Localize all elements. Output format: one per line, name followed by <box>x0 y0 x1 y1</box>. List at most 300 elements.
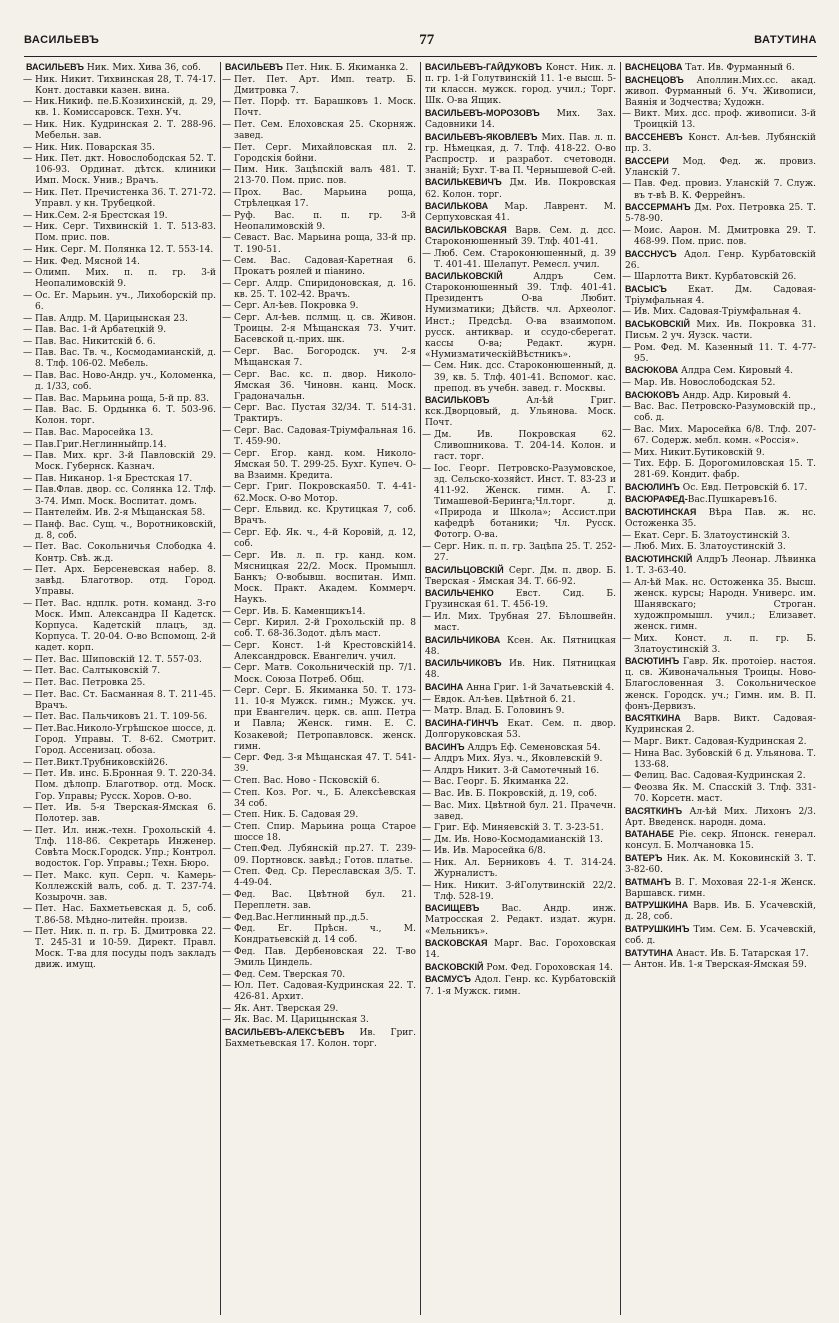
entry-text: Прох. Вас. Марьина роща, Стрѣлецкая 17. <box>234 188 416 210</box>
entry-text: Конст. Ал-ѣев. Лубянскій пр. 3. <box>625 133 816 155</box>
entry-text: Іос. Георг. Петровско-Разумовское, зд. Сельско-хозяйст. Инст. Т. 83-23 и 411-92. Женск. гимн. А. Г. Тимашевой-Беринга;Чл.торг. д. «Природа и Школа»; Ассист.при кафедрѣ ботаники; Чл. Русск. Фотогр. О-ва. <box>434 463 616 541</box>
directory-entry-continuation <box>26 803 216 825</box>
directory-entry-surname <box>625 713 816 736</box>
directory-entry-continuation <box>225 844 416 866</box>
directory-entry-continuation <box>425 858 616 880</box>
directory-entry-surname <box>425 718 616 741</box>
directory-entry-surname <box>625 156 816 179</box>
surname: ВАСИЛЬЕВЪ <box>26 62 84 72</box>
directory-entry-surname <box>625 494 816 506</box>
directory-entry-continuation <box>225 97 416 119</box>
entry-text: Пет. Ник. п. п. гр. Б. Дмитровка 22. Т. 245-31 и 10-59. Директ. Правл. Моск. Т-ва для посуды подъ закладъ движ. имущ. <box>35 927 216 971</box>
entry-text: Шарлотта Викт. Курбатовскій 26. <box>634 272 797 283</box>
directory-entry-continuation <box>26 257 216 268</box>
entry-text: Пав.Флав. двор. сс. Солянка 12. Тлф. 3-74. Имп. Моск. Воспитат. домъ. <box>35 485 216 507</box>
directory-entry-continuation <box>26 508 216 519</box>
entry-text: Люб. Мих. Б. Златоустинскій 3. <box>634 542 786 553</box>
directory-entry-surname <box>425 271 616 361</box>
directory-entry-continuation <box>225 822 416 844</box>
directory-entry-continuation <box>225 947 416 969</box>
directory-entry-continuation <box>26 712 216 723</box>
directory-entry-continuation <box>625 542 816 553</box>
entry-text: Пет. Вас. Шиповскій 12. Т. 557-03. <box>35 654 202 665</box>
column-2 <box>221 62 420 1315</box>
directory-entry-continuation <box>26 826 216 870</box>
directory-entry-surname <box>26 62 216 74</box>
entry-text: Марг. Викт. Садовая-Кудринская 2. <box>634 736 807 747</box>
entry-text: Алдра Сем. Кировый 4. <box>678 366 794 377</box>
entry-text: Серг. Ив. Б. Каменщикъ14. <box>234 606 366 617</box>
entry-text: Пет. Нас. Бахметьевская д. 5, соб. Т.86-58. Мѣдно-литейн. произв. <box>35 904 216 926</box>
entry-text: Нина Вас. Зубовскій 6 д. Ульянова. Т. 133-68. <box>634 748 816 770</box>
entry-text: Пав. Алдр. М. Царицынская 23. <box>35 313 188 324</box>
entry-text: Пет. Вас. Петровка 25. <box>35 678 146 689</box>
directory-entry-continuation <box>625 783 816 805</box>
directory-entry-continuation <box>26 520 216 542</box>
entry-text: Фед. Ег. Прѣсн. ч., М. Кондратьевскій д. 14 соб. <box>234 924 416 946</box>
entry-text: Пав. Вас. 1-й Арбатецкій 9. <box>35 325 167 336</box>
entry-text: Мих. Зах. Садовники 14. <box>425 108 616 130</box>
directory-entry-continuation <box>26 405 216 427</box>
entry-text: Пет. Вас. Ст. Басманная 8. Т. 211-45. Врачъ. <box>35 689 216 711</box>
directory-entry-surname <box>625 390 816 402</box>
surname: ВАСИЛЬКОВСКІЙ <box>425 271 503 282</box>
directory-entry-continuation <box>225 75 416 97</box>
directory-entry-continuation <box>26 337 216 348</box>
surname: ВАСИЛЬКОВЪ <box>425 395 490 406</box>
entry-text: Пет. Ив. инс. Б.Бронная 9. Т. 220-34. Пом. дѣлопр. Благотвор. отд. Моск. Гор. Управы; Русск. Хоров. О-во. <box>35 769 216 802</box>
directory-entry-continuation <box>26 348 216 370</box>
entry-text: Евдок. Ал-ѣев. Цвѣтной б. 21. <box>434 694 576 705</box>
directory-entry-continuation <box>26 97 216 119</box>
entry-text: Пет. Арх. Берсеневская набер. 8. завѣд. Благотвор. отд. Город. Управы. <box>35 565 216 598</box>
directory-entry-continuation <box>225 913 416 924</box>
surname: ВАСЯТКИНА <box>625 713 681 724</box>
entry-text: Серг. Вас. Пустая 32/34. Т. 514-31. Трактиръ. <box>234 403 416 425</box>
directory-entry-continuation <box>225 426 416 448</box>
directory-entry-continuation <box>225 482 416 504</box>
directory-entry-continuation <box>26 291 216 313</box>
directory-entry-continuation <box>26 565 216 598</box>
entry-text: В. Г. Моховая 22-1-я Женск. Варшавск. гимн. <box>625 877 816 899</box>
entry-text: Дм. Ив. Ново-Космодамианскій 13. <box>434 834 604 845</box>
entry-text: Степ. Фед. Ср. Переславская 3/5. Т. 4-49-04. <box>234 867 416 889</box>
directory-entry-continuation <box>225 165 416 187</box>
directory-entry-continuation <box>26 154 216 187</box>
entry-text: Серг. Ал-ѣев. пслмщ. ц. св. Живон. Троицы. 2-я Мѣщанская 73. Учит. Басевской ц.-прих. шк. <box>234 313 416 346</box>
directory-entry-continuation <box>225 890 416 912</box>
directory-entry-continuation <box>625 578 816 633</box>
directory-entry-continuation <box>425 706 616 717</box>
entry-text: Ал-ѣй Григ. кск.Дворцовый, д. Ульянова. Моск. Почт. <box>425 396 616 429</box>
directory-entry-continuation <box>26 325 216 336</box>
entry-text: Ром. Фед. Гороховская 14. <box>483 962 613 973</box>
surname: ВАТУТИНА <box>625 947 674 958</box>
entry-text: Пав. Фед. провиз. Уланскій 7. Служ. въ т-вѣ В. К. Феррейнъ. <box>634 179 816 201</box>
entry-text: Мар. Лаврент. М. Серпуховская 41. <box>425 202 616 224</box>
entry-text: Як. Ант. Тверская 29. <box>234 1003 339 1014</box>
directory-entry-surname <box>625 554 816 577</box>
surname: ВАСИЛЬЦОВСКІЙ <box>425 564 504 575</box>
entry-text: Пет. Вас. ндплк. ротн. команд. 3-го Моск. Имп. Александра II Кадетск. Корпуса. Кадетскій плацъ, зд. Корпуса. Т. 20-04. О-во Вспомощ. 2-й кадет. корп. <box>35 598 216 654</box>
directory-entry-surname <box>625 806 816 829</box>
surname: ВАСИЩЕВЪ <box>425 903 480 914</box>
directory-entry-surname <box>425 108 616 131</box>
directory-entry-continuation <box>225 981 416 1003</box>
surname: ВАСИНА-ГИНЧЪ <box>425 717 499 728</box>
column-3 <box>421 62 620 1315</box>
entry-text: Пав. Вас. Ново-Андр. уч., Коломенка, д. 1/33, соб. <box>35 371 216 393</box>
directory-entry-surname <box>625 284 816 307</box>
directory-entry-surname <box>425 682 616 694</box>
entry-text: Ив. Мих. Садовая-Тріумфальная 4. <box>634 307 802 318</box>
directory-entry-continuation <box>225 924 416 946</box>
entry-text: Пет. Серг. Михайловская пл. 2. Городскія бойни. <box>234 142 416 164</box>
directory-entry-continuation <box>625 531 816 542</box>
directory-entry-continuation <box>425 835 616 846</box>
directory-entry-continuation <box>26 394 216 405</box>
directory-entry-continuation <box>26 542 216 564</box>
entry-text: Алдръ Мих. Яуз. ч., Яковлевскій 9. <box>434 754 603 765</box>
directory-entry-continuation <box>225 120 416 142</box>
entry-text: Пав. Вас. Маросейка 13. <box>35 428 154 438</box>
entry-text: Серг. Еф. Як. ч., 4-й Коровій, д. 12, соб. <box>234 527 416 549</box>
surname: ВАСКОВСКАЯ <box>425 938 488 949</box>
directory-entry-continuation <box>225 449 416 482</box>
directory-entry-continuation <box>625 737 816 748</box>
surname: ВАСИЛЬКОВСКАЯ <box>425 224 507 235</box>
entry-text: Фед. Вас. Цвѣтной бул. 21. Переплетн. зав. <box>234 889 416 911</box>
entry-text: Григ. Еф. Миняевскій 3. Т. 3-23-51. <box>434 823 604 834</box>
directory-entry-surname <box>625 75 816 109</box>
directory-entry-continuation <box>26 371 216 393</box>
entry-text: Ром. Фед. М. Казенный 11. Т. 4-77-95. <box>634 342 816 364</box>
entry-text: Пав. Никанор. 1-я Брестская 17. <box>35 473 193 484</box>
directory-entry-continuation <box>425 789 616 800</box>
directory-entry-continuation <box>26 314 216 325</box>
entry-text: Мих. Никит.Бутиковскій 9. <box>634 447 765 458</box>
directory-entry-continuation <box>225 970 416 981</box>
entry-text: Серг. Фед. 3-я Мѣщанская 47. Т. 541-39. <box>234 753 416 775</box>
entry-text: Викт. Мих. дсс. проф. живописи. 3-й Троицкій 13. <box>634 109 816 131</box>
surname: ВАСИЛЬЧЕНКО <box>425 588 494 599</box>
directory-entry-continuation <box>26 758 216 769</box>
entry-text: Фед. Сем. Тверская 70. <box>234 969 346 980</box>
directory-entry-surname <box>425 938 616 961</box>
surname: ВАСЯТКИНЪ <box>625 805 683 816</box>
entry-text: Варв. Ив. Б. Усачевскій, д. 28, соб. <box>625 901 816 923</box>
entry-text: Екат. Серг. Б. Златоустинскій 3. <box>634 530 791 541</box>
entry-text: Ник. Пет. дкт. Новослободская 52. Т. 106-93. Ординат. дѣтск. клиники Имп. Моск. Унив.; Врачъ. <box>35 154 216 187</box>
directory-entry-continuation <box>26 485 216 507</box>
directory-entry-continuation <box>625 343 816 365</box>
directory-entry-continuation <box>425 612 616 634</box>
running-header <box>24 28 817 52</box>
entry-text: Тат. Ив. Фурманный 6. <box>682 63 795 73</box>
entry-text: Вас.Пушкаревъ16. <box>687 495 778 506</box>
surname: ВАСЮТИНСКАЯ <box>625 507 697 518</box>
directory-entry-continuation <box>26 769 216 802</box>
entry-text: Мих. Конст. л. п. гр. Б. Златоустинскій 3. <box>634 633 816 655</box>
entry-text: Моис. Аарон. М. Дмитровка 29. Т. 468-99. Пом. прис. пов. <box>634 225 816 247</box>
directory-entry-continuation <box>26 678 216 689</box>
directory-entry-continuation <box>225 403 416 425</box>
directory-entry-continuation <box>225 810 416 821</box>
directory-entry-surname <box>425 635 616 658</box>
directory-entry-surname <box>625 62 816 74</box>
surname: ВАСИНЪ <box>425 741 465 752</box>
entry-text: Алдръ Еф. Семеновская 54. <box>464 742 601 753</box>
entry-text: Варв. Викт. Садовая-Кудринская 2. <box>625 714 816 736</box>
directory-entry-continuation <box>425 766 616 777</box>
entry-text: Ос. Ег. Марьин. уч., Лихоборскій пр. 6. <box>35 290 216 312</box>
entry-text: Алдръ Сем. Староконюшенный 39. Тлф. 401-41. Президентъ О-ва Любит. Нумизматики; Дѣйств. чл. Археолог. Инст.; Предсѣд. О-ва взаимопом. русск. антиквар. и ссудо-сберегат. кассы О-ва; Редакт. журн. «НумизматическійВѣстникъ». <box>425 272 616 360</box>
entry-text: Ник. Серг. М. Полянка 12. Т. 553-14. <box>35 245 214 255</box>
entry-text: Серг. Ив. л. п. гр. канд. ком. Мясницкая 22/2. Моск. Промышл. Банкъ; О-вобывш. воспитан. Имп. Моск. Практ. Академ. Коммерч. Наукъ. <box>234 550 416 605</box>
entry-text: Аполлин.Мих.сс. акад. живоп. Фурманный 6. Уч. Живописи, Ваянія и Зодчества; Художн. <box>625 75 816 108</box>
entry-text: Серг. Дм. п. двор. Б. Тверская - Ямская 34. Т. 66-92. <box>425 565 616 587</box>
directory-entry-continuation <box>425 846 616 857</box>
entry-text: Евст. Сид. Б. Грузинская 61. Т. 456-19. <box>425 589 616 611</box>
directory-entry-continuation <box>26 904 216 926</box>
entry-text: Серг. Матв. Сокольническій пр. 7/1. Моск. Союза Потреб. Общ. <box>234 663 416 685</box>
directory-entry-continuation <box>26 143 216 154</box>
directory-entry-continuation <box>425 542 616 564</box>
directory-entry-continuation <box>225 301 416 312</box>
surname: ВАСИЛЬЕВЪ-АЛЕКСѢЕВЪ <box>225 1026 345 1037</box>
entry-text: Юл. Пет. Садовая-Кудринская 22. Т. 426-81. Архит. <box>234 981 416 1003</box>
entry-text: Мих. Ив. Покровка 31. Письм. 2 уч. Яузск. части. <box>625 320 816 342</box>
directory-entry-surname <box>425 225 616 248</box>
directory-entry-continuation <box>26 474 216 485</box>
entry-text: Екат. Сем. п. двор. Долгоруковская 53. <box>425 718 616 740</box>
entry-text: Пет.Викт.Трубниковскій26. <box>35 757 168 768</box>
entry-text: Степ. Коз. Рог. ч., Б. Алексѣевская 34 соб. <box>234 787 416 809</box>
surname: ВАСИЛЬЕВЪ-МОРОЗОВЪ <box>425 107 540 118</box>
directory-entry-continuation <box>225 618 416 640</box>
entry-text: Серг. Вас. Богородск. уч. 2-я Мѣщанская 7. <box>234 346 416 368</box>
directory-entry-surname <box>425 62 616 107</box>
directory-entry-continuation <box>425 430 616 463</box>
entry-text: Фед.Вас.Неглинный пр.,д.5. <box>234 912 369 923</box>
entry-text: Анна Григ. 1-й Зачатьевскій 4. <box>463 683 615 694</box>
entry-text: Андр. Адр. Кировый 4. <box>679 390 791 401</box>
surname: ВАСИНА <box>425 682 464 693</box>
entry-text: Мих. Пав. л. п. гр. Нѣмецкая, д. 7. Тлф. 418-22. О-во Распростр. и разработ. счетоводн. знаній; Бухг. Т-ва П. Чернышевой С-ей. <box>425 132 616 176</box>
directory-entry-continuation <box>425 695 616 706</box>
directory-entry-continuation <box>625 634 816 656</box>
entry-text: Ос. Евд. Петровскій б. 17. <box>679 482 808 493</box>
entry-text: Ник. Пет. Пречистенка 36. Т. 271-72. Управл. у кн. Трубецкой. <box>35 188 216 210</box>
directory-entry-surname <box>625 132 816 155</box>
entry-text: Степ. Вас. Ново - Псковскій 6. <box>234 775 380 786</box>
entry-text: Серг. Вас. кс. п. двор. Николо-Ямская 36. Чиновн. канц. Моск. Градоначальн. <box>234 369 416 402</box>
surname: ВАСЮЛИНЪ <box>625 481 680 492</box>
directory-entry-continuation <box>26 440 216 451</box>
directory-entry-continuation <box>625 749 816 771</box>
entry-text: Ник. Ник. Поварская 35. <box>35 142 155 153</box>
entry-text: Конст. Ник. л. п. гр. 1-й Голутвинскій 11. 1-е высш. 5-ти классн. мужск. город. учил.; Торг. Шк. О-ва Ящик. <box>425 63 616 107</box>
directory-entry-continuation <box>26 268 216 290</box>
directory-entry-continuation <box>625 459 816 481</box>
entry-text: Сем. Вас. Садовая-Каретная 6. Прокатъ роялей и піанино. <box>234 256 416 278</box>
entry-text: Степ. Спир. Марьина роща Старое шоссе 18. <box>234 821 416 843</box>
directory-entry-continuation <box>425 361 616 394</box>
directory-entry-continuation <box>625 179 816 201</box>
entry-text: Фелиц. Вас. Садовая-Кудринская 2. <box>634 771 806 782</box>
directory-entry-continuation <box>625 960 816 971</box>
surname: ВАТЕРЪ <box>625 852 663 863</box>
directory-entry-continuation <box>225 256 416 278</box>
entry-text: Адол. Генр. Курбатовскій 26. <box>625 249 816 271</box>
entry-text: Пет. Вас. Сокольничья Слободка 4. Контр. Свѣ. ж.д. <box>35 542 216 564</box>
directory-entry-surname <box>625 948 816 960</box>
directory-entry-continuation <box>225 313 416 346</box>
directory-entry-continuation <box>26 655 216 666</box>
entry-text: Пет. Ил. инж.-техн. Грохольскій 4. Тлф. 118-86. Секретарь Инженер. Совѣта Моск.Городск. Упр.; Контрол. водосток. Гор. Управы.; Техн. Бюро. <box>35 825 216 870</box>
directory-entry-continuation <box>26 245 216 256</box>
directory-entry-continuation <box>26 222 216 244</box>
surname: ВАСЫСЪ <box>625 283 667 294</box>
entry-text: Серг. Ельвид. кс. Крутицкая 7, соб. Врачъ. <box>234 505 416 527</box>
directory-entry-surname <box>425 201 616 224</box>
directory-entry-continuation <box>625 425 816 447</box>
surname: ВАСМУСЪ <box>425 974 472 985</box>
entry-text: Ник. Мих. Хива 36, соб. <box>83 63 201 73</box>
directory-entry-surname <box>625 853 816 876</box>
surname: ВАТАНАБЕ <box>625 829 675 840</box>
entry-text: Вас. Георг. Б. Якиманка 22. <box>434 777 569 788</box>
entry-text: Серг. Ал-ѣев. Покровка 9. <box>234 301 359 312</box>
entry-text: Севаст. Вас. Марьина роща, 33-й пр. Т. 190-51. <box>234 233 416 255</box>
directory-entry-surname <box>625 900 816 923</box>
surname: ВАСИЛЬКЕВИЧЪ <box>425 177 502 188</box>
entry-text: Як. Вас. М. Царицынская 3. <box>234 1015 369 1026</box>
entry-text: Фед. Пав. Дербеновская 22. Т-во Эмиль Циндель. <box>234 946 416 968</box>
directory-entry-continuation <box>26 690 216 712</box>
entry-text: АлдрЪ Леонар. Лѣвинка 1. Т. 3-63-40. <box>625 554 816 577</box>
entry-text: Вас. Мих. Маросейка 6/8. Тлф. 207-67. Содерж. мебл. комн. «Россія». <box>634 424 816 446</box>
entry-text: Адол. Генр. кс. Курбатовскій 7. 1-я Мужск. гимн. <box>425 975 616 997</box>
directory-entry-surname <box>625 365 816 377</box>
entry-text: Пет. Вас. Салтыковскій 7. <box>35 666 161 677</box>
directory-entry-surname <box>425 962 616 974</box>
directory-entry-continuation <box>425 801 616 823</box>
directory-entry-surname <box>425 565 616 588</box>
directory-entry-continuation <box>26 724 216 757</box>
page-number: 77 <box>419 31 435 48</box>
entry-text: Тих. Ефр. Б. Дорогомиловская 15. Т. 281-69. Кондит. фабр. <box>634 459 816 481</box>
entry-text: Вас. Вас. Петровско-Разумовскій пр., соб. д. <box>634 402 816 424</box>
entry-text: Ал-ѣй Мак. нс. Остоженка 35. Высш. женск. курсы; Народн. Универс. им. Шанявскаго; Строган. художпромышл. учил.; Елизавет. женск. гимн. <box>634 577 816 632</box>
entry-text: Пет.Вас.Николо-Угрѣшское шоссе, д. Город. Управы. Т. 8-62. Смотрит. Город. Ассенизац. обоза. <box>35 723 216 757</box>
entry-text: Ник. Никит. 3-йГолутвинскій 22/2. Тлф. 528-19. <box>434 880 616 902</box>
directory-entry-continuation <box>425 754 616 765</box>
surname: ВАССЕНЕВЪ <box>625 132 683 143</box>
entry-text: Ник.Сем. 2-я Брестская 19. <box>35 210 168 221</box>
entry-text: Дм. Ив. Покровская 62. Колон. торг. <box>425 178 616 200</box>
directory-entry-continuation <box>225 233 416 255</box>
entry-text: Матр. Влад. Б. Головинъ 9. <box>434 706 565 717</box>
entry-text: Вѣра Пав. ж. нс. Остоженка 35. <box>625 508 816 530</box>
entry-text: Серг. Ник. п. п. гр. Зацѣпа 25. Т. 252-27. <box>434 541 616 564</box>
directory-entry-continuation <box>26 451 216 473</box>
directory-entry-surname <box>625 202 816 225</box>
directory-entry-surname <box>625 507 816 530</box>
directory-entry-continuation <box>225 188 416 210</box>
directory-entry-continuation <box>225 211 416 233</box>
entry-text: Пав. Вас. Марьина роща, 5-й пр. 83. <box>35 393 210 404</box>
surname: ВАСИЛЬЕВЪ-ЯКОВЛЕВЪ <box>425 131 538 142</box>
text-columns <box>22 62 819 1315</box>
directory-entry-surname <box>625 482 816 494</box>
entry-text: Ил. Мих. Трубная 27. Бѣлошвейн. маст. <box>434 612 616 634</box>
directory-entry-continuation <box>225 505 416 527</box>
entry-text: Феозва Як. М. Спасскій 3. Тлф. 331-70. Корсетн. маст. <box>634 782 816 804</box>
directory-entry-continuation <box>225 753 416 775</box>
surname: ВАСЮТИНЪ <box>625 656 680 667</box>
directory-entry-continuation <box>225 641 416 663</box>
directory-entry-surname <box>425 177 616 200</box>
column-1 <box>22 62 220 1315</box>
directory-entry-continuation <box>225 551 416 606</box>
directory-entry-surname <box>425 742 616 754</box>
directory-entry-continuation <box>425 777 616 788</box>
directory-entry-surname <box>625 877 816 900</box>
directory-entry-continuation <box>225 663 416 685</box>
directory-entry-continuation <box>625 272 816 283</box>
directory-entry-continuation <box>26 188 216 210</box>
directory-entry-continuation <box>225 347 416 369</box>
entry-text: Ив. Григ. Бахметьевская 17. Колон. торг. <box>225 1027 416 1050</box>
directory-entry-continuation <box>625 226 816 248</box>
surname: ВАССЕРИ <box>625 155 669 166</box>
entry-text: Серг. Серг. Б. Якиманка 50. Т. 173-11. 10-я Мужск. гимн.; Мужск. уч. при Евангелич. церк. св. апп. Петра и Павла; Женск. гимн. Е. С. Козакевой; Петропавловск. женск. гимн. <box>234 686 416 752</box>
entry-text: Пет. Порф. тт. Барашковъ 1. Моск. Почт. <box>234 97 416 119</box>
directory-entry-continuation <box>425 249 616 271</box>
directory-entry-surname <box>225 62 416 74</box>
directory-entry-surname <box>625 249 816 272</box>
entry-text: Пав.Григ.Неглинныйпр.14. <box>35 439 167 450</box>
entry-text: Антон. Ив. 1-я Тверская-Ямская 59. <box>634 960 807 971</box>
surname: ВАСИЛЬКОВА <box>425 201 489 212</box>
entry-text: Пет. Сем. Елоховская 25. Скорняж. завед. <box>234 119 416 142</box>
entry-text: Люб. Сем. Староконюшенный, д. 39 Т. 401-41. Шелапут. Ремесл. учил. <box>434 248 616 270</box>
directory-entry-continuation <box>26 120 216 142</box>
directory-entry-continuation <box>225 607 416 618</box>
entry-text: Пет. Макс. куп. Серп. ч. Камерь-Коллежскій валъ, соб. д. Т. 237-74. Козырочн. зав. <box>35 870 216 903</box>
surname: ВАСЬКОВСКІЙ <box>625 319 690 330</box>
directory-entry-continuation <box>625 771 816 782</box>
header-rule <box>24 56 817 57</box>
directory-entry-surname <box>225 1027 416 1050</box>
directory-entry-continuation <box>225 143 416 165</box>
entry-text: Мод. Фед. ж. провиз. Уланскій 7. <box>625 156 816 178</box>
entry-text: Пав. Мих. крг. 3-й Павловскій 29. Моск. Губернск. Казнач. <box>35 451 216 473</box>
entry-text: Серг. Григ. Покровская50. Т. 4-41-62.Моск. О-во Мотор. <box>234 482 416 504</box>
entry-text: Руф. Вас. п. п. гр. 3-й Неопалимовскій 9. <box>234 210 416 232</box>
directory-entry-surname <box>425 395 616 429</box>
surname: ВАСИЛЬЕВЪ <box>225 62 283 72</box>
entry-text: Вас. Андр. инж. Матросская 2. Редакт. издат. журн. «Мельникъ». <box>425 904 616 937</box>
entry-text: Ник.Никиф. пе.Б.Козихинскій, д. 29, кв. 1. Комиссаровск. Техн. Уч. <box>35 97 216 119</box>
entry-text: Серг. Конст. 1-й Крестовскій14. Александровск. Евангелич. учил. <box>234 640 416 662</box>
directory-entry-continuation <box>425 464 616 542</box>
surname: ВАТРУШКИНЪ <box>625 923 690 934</box>
directory-entry-continuation <box>26 211 216 222</box>
entry-text: Ив. Ив. Маросейка 6/8. <box>434 846 546 857</box>
entry-text: Пим. Ник. Зацѣпскій валъ 481. Т. 213-70. Пом. прис. пов. <box>234 165 416 187</box>
